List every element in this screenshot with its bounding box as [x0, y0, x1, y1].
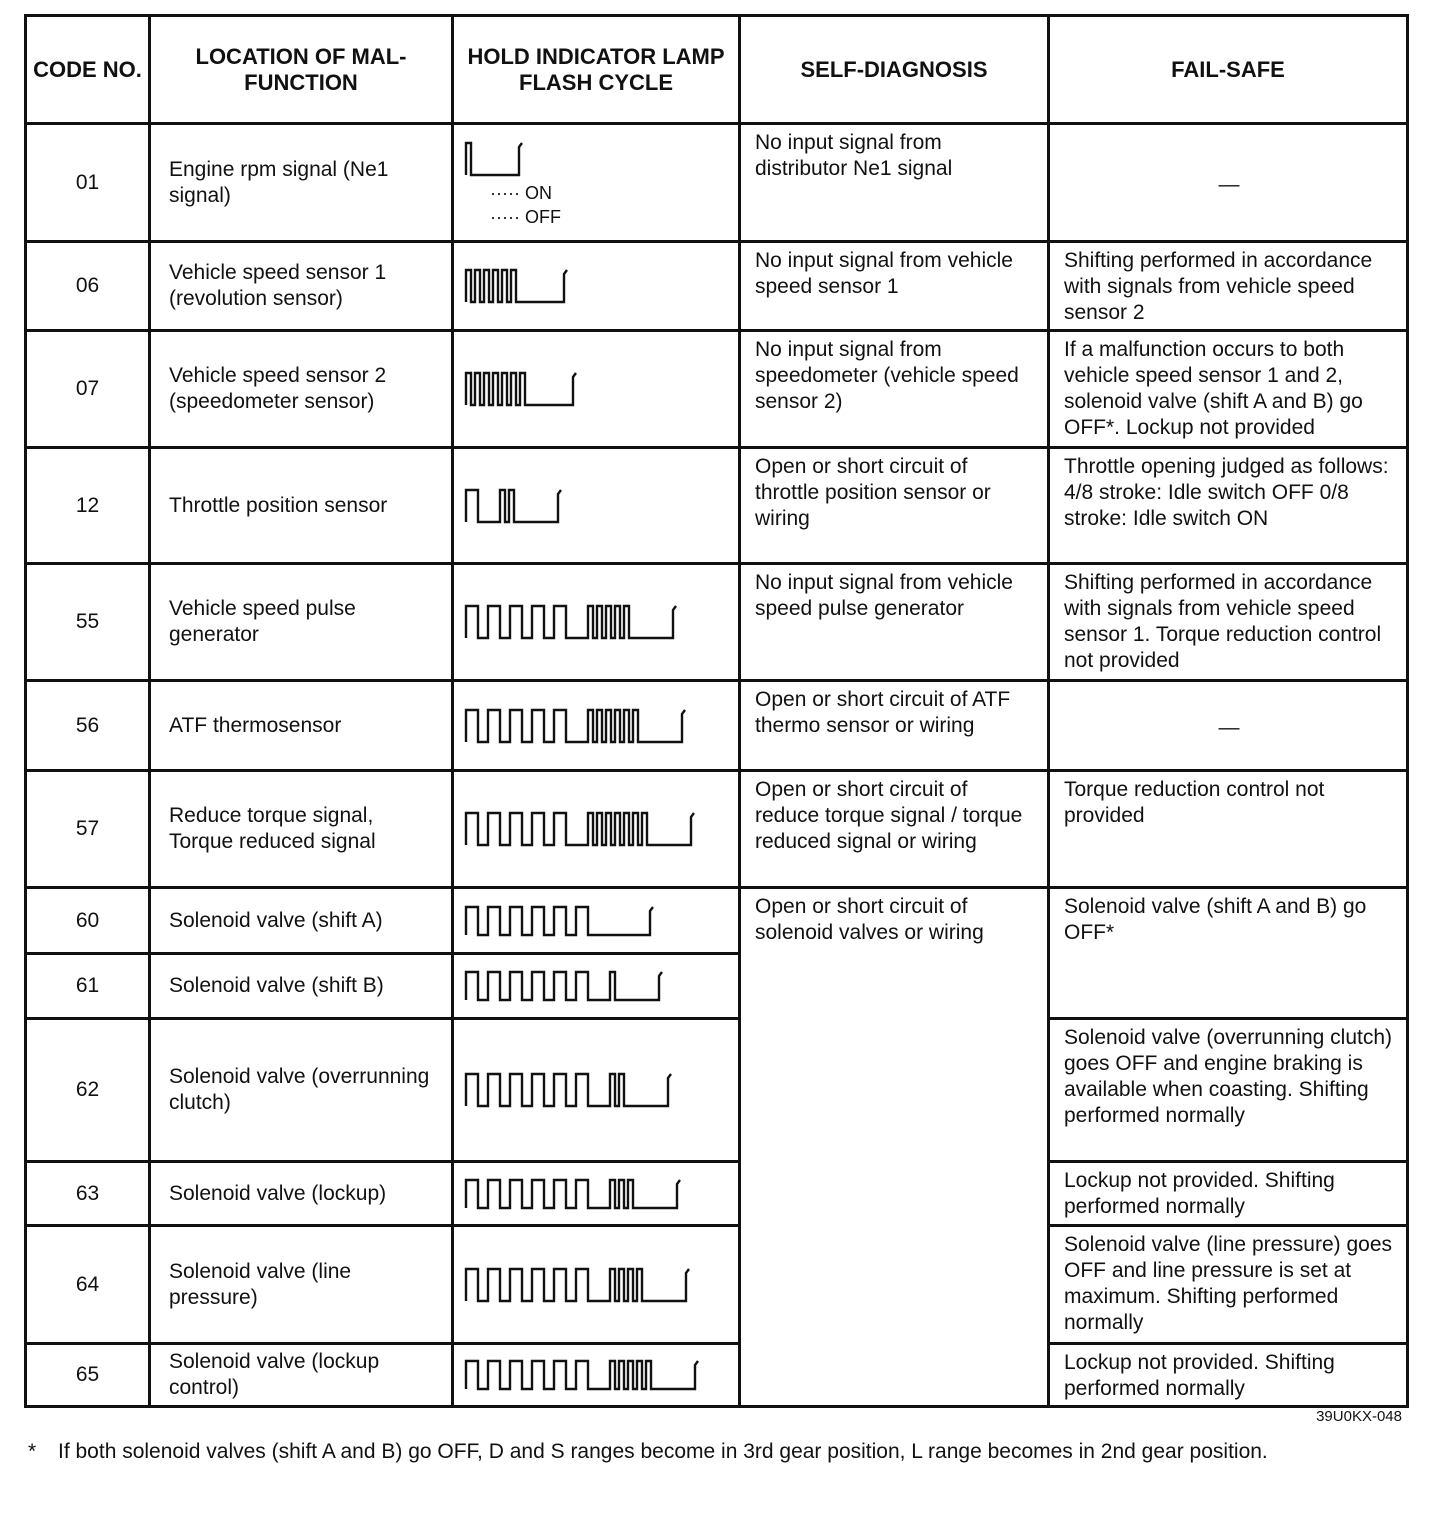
code-cell: 07	[26, 331, 150, 448]
table-row	[26, 448, 1408, 564]
waveform-line	[466, 813, 694, 845]
header-row	[26, 16, 1408, 124]
table-row	[26, 1344, 1408, 1407]
waveform-line	[466, 606, 676, 638]
flash-cell	[453, 954, 740, 1019]
waveform-line	[466, 1269, 689, 1301]
self-diagnosis-cell: Open or short circuit of ATF thermo sensor or wiring	[740, 681, 1049, 771]
waveform-line	[466, 907, 653, 935]
code-cell: 65	[26, 1344, 150, 1407]
fail-safe-cell: Solenoid valve (line pressure) goes OFF and line pressure is set at maximum. Shifting performed normally	[1049, 1226, 1408, 1344]
flash-cell	[453, 771, 740, 888]
flash-cell	[453, 1344, 740, 1407]
waveform-line	[466, 1180, 680, 1208]
table-row	[26, 681, 1408, 771]
self-diagnosis-cell: No input signal from vehicle speed sensor 1	[740, 242, 1049, 331]
legend-on: ····· ON	[490, 182, 552, 203]
location-cell: Solenoid valve (line pressure)	[150, 1226, 453, 1344]
location-cell: Solenoid valve (lockup)	[150, 1162, 453, 1226]
fail-safe-cell: Shifting performed in accordance with signals from vehicle speed sensor 2	[1049, 242, 1408, 331]
footnote	[28, 1437, 1398, 1467]
code-cell: 56	[26, 681, 150, 771]
flash-cell	[453, 448, 740, 564]
self-diagnosis-cell: Open or short circuit of reduce torque signal / torque reduced signal or wiring	[740, 771, 1049, 888]
location-cell: ATF thermosensor	[150, 681, 453, 771]
table-row	[26, 771, 1408, 888]
self-diagnosis-cell: No input signal from vehicle speed pulse generator	[740, 564, 1049, 681]
flash-waveform-icon	[464, 1355, 726, 1395]
flash-waveform-icon	[464, 264, 726, 308]
location-cell: Throttle position sensor	[150, 448, 453, 564]
code-cell: 55	[26, 564, 150, 681]
fail-safe-cell: Torque reduction control not provided	[1049, 771, 1408, 888]
figure-reference: 39U0KX-048	[1316, 1408, 1402, 1425]
footnote-marker: *	[28, 1440, 37, 1463]
location-cell: Vehicle speed pulse generator	[150, 564, 453, 681]
flash-waveform-icon	[464, 704, 726, 748]
location-cell: Engine rpm signal (Ne1 signal)	[150, 124, 453, 242]
header-self-diagnosis: SELF-DIAGNOSIS	[740, 16, 1049, 124]
location-cell: Vehicle speed sensor 1 (revolution sensor)	[150, 242, 453, 331]
location-cell: Solenoid valve (lockup control)	[150, 1344, 453, 1407]
flash-waveform-icon	[464, 901, 726, 941]
self-diagnosis-cell: No input signal from distributor Ne1 signal	[740, 124, 1049, 242]
trouble-code-table	[24, 14, 1409, 1408]
self-diagnosis-cell: Open or short circuit of throttle position sensor or wiring	[740, 448, 1049, 564]
location-cell: Reduce torque signal, Torque reduced signal	[150, 771, 453, 888]
table-row	[26, 1019, 1408, 1162]
flash-cell	[453, 124, 740, 242]
fail-safe-cell: —	[1049, 124, 1408, 242]
code-cell: 64	[26, 1226, 150, 1344]
flash-cell	[453, 331, 740, 448]
flash-cell	[453, 681, 740, 771]
location-cell: Solenoid valve (overrunning clutch)	[150, 1019, 453, 1162]
waveform-line	[466, 490, 561, 522]
waveform-line	[466, 1361, 698, 1389]
code-cell: 12	[26, 448, 150, 564]
waveform-line	[466, 972, 662, 1000]
table-row	[26, 888, 1408, 954]
self-diagnosis-cell: Open or short circuit of solenoid valves or wiring	[740, 888, 1049, 1407]
flash-cell	[453, 564, 740, 681]
header-location: LOCATION OF MAL- FUNCTION	[150, 16, 453, 124]
code-cell: 60	[26, 888, 150, 954]
fail-safe-cell: Shifting performed in accordance with signals from vehicle speed sensor 1. Torque reduction control not provided	[1049, 564, 1408, 681]
table-row	[26, 124, 1408, 242]
flash-waveform-icon	[464, 137, 554, 181]
flash-cell	[453, 1226, 740, 1344]
location-cell: Vehicle speed sensor 2 (speedometer sensor)	[150, 331, 453, 448]
table-row	[26, 1226, 1408, 1344]
code-cell: 62	[26, 1019, 150, 1162]
code-cell: 06	[26, 242, 150, 331]
flash-cell	[453, 1019, 740, 1162]
on-off-legend	[490, 181, 561, 229]
table-row	[26, 331, 1408, 448]
flash-cell	[453, 1162, 740, 1226]
code-cell: 63	[26, 1162, 150, 1226]
flash-waveform-icon	[464, 367, 726, 411]
fail-safe-cell: —	[1049, 681, 1408, 771]
fail-safe-cell: Solenoid valve (overrunning clutch) goes OFF and engine braking is available when coasting. Shifting performed normally	[1049, 1019, 1408, 1162]
location-cell: Solenoid valve (shift B)	[150, 954, 453, 1019]
waveform-line	[466, 1074, 671, 1106]
code-cell: 61	[26, 954, 150, 1019]
flash-waveform-icon	[464, 600, 726, 644]
fail-safe-cell: Throttle opening judged as follows: 4/8 stroke: Idle switch OFF 0/8 stroke: Idle switch ON	[1049, 448, 1408, 564]
header-code: CODE NO.	[26, 16, 150, 124]
flash-waveform-icon	[464, 1174, 726, 1214]
code-cell: 01	[26, 124, 150, 242]
waveform-line	[466, 270, 567, 302]
table-row	[26, 242, 1408, 331]
fail-safe-cell: Lockup not provided. Shifting performed normally	[1049, 1162, 1408, 1226]
waveform-line	[466, 373, 576, 405]
legend-off: ····· OFF	[490, 206, 561, 227]
waveform-line	[466, 710, 685, 742]
table-row	[26, 1162, 1408, 1226]
flash-waveform-icon	[464, 484, 726, 528]
flash-waveform-icon	[464, 807, 726, 851]
flash-waveform-icon	[464, 1068, 726, 1112]
diagnosis-table-sheet	[24, 14, 1406, 1408]
flash-cell	[453, 888, 740, 954]
flash-waveform-icon	[464, 1263, 726, 1307]
header-flash-cycle: HOLD INDICATOR LAMP FLASH CYCLE	[453, 16, 740, 124]
fail-safe-cell: Lockup not provided. Shifting performed normally	[1049, 1344, 1408, 1407]
header-fail-safe: FAIL-SAFE	[1049, 16, 1408, 124]
code-cell: 57	[26, 771, 150, 888]
fail-safe-cell: Solenoid valve (shift A and B) go OFF*	[1049, 888, 1408, 1019]
flash-waveform-icon	[464, 966, 726, 1006]
location-cell: Solenoid valve (shift A)	[150, 888, 453, 954]
fail-safe-cell: If a malfunction occurs to both vehicle speed sensor 1 and 2, solenoid valve (shift A and B) go OFF*. Lockup not provided	[1049, 331, 1408, 448]
self-diagnosis-cell: No input signal from speedometer (vehicle speed sensor 2)	[740, 331, 1049, 448]
footnote-text: If both solenoid valves (shift A and B) go OFF, D and S ranges become in 3rd gear position, L range becomes in 2nd gear position.	[58, 1440, 1268, 1463]
table-row	[26, 564, 1408, 681]
flash-cell	[453, 242, 740, 331]
waveform-line	[466, 143, 522, 175]
